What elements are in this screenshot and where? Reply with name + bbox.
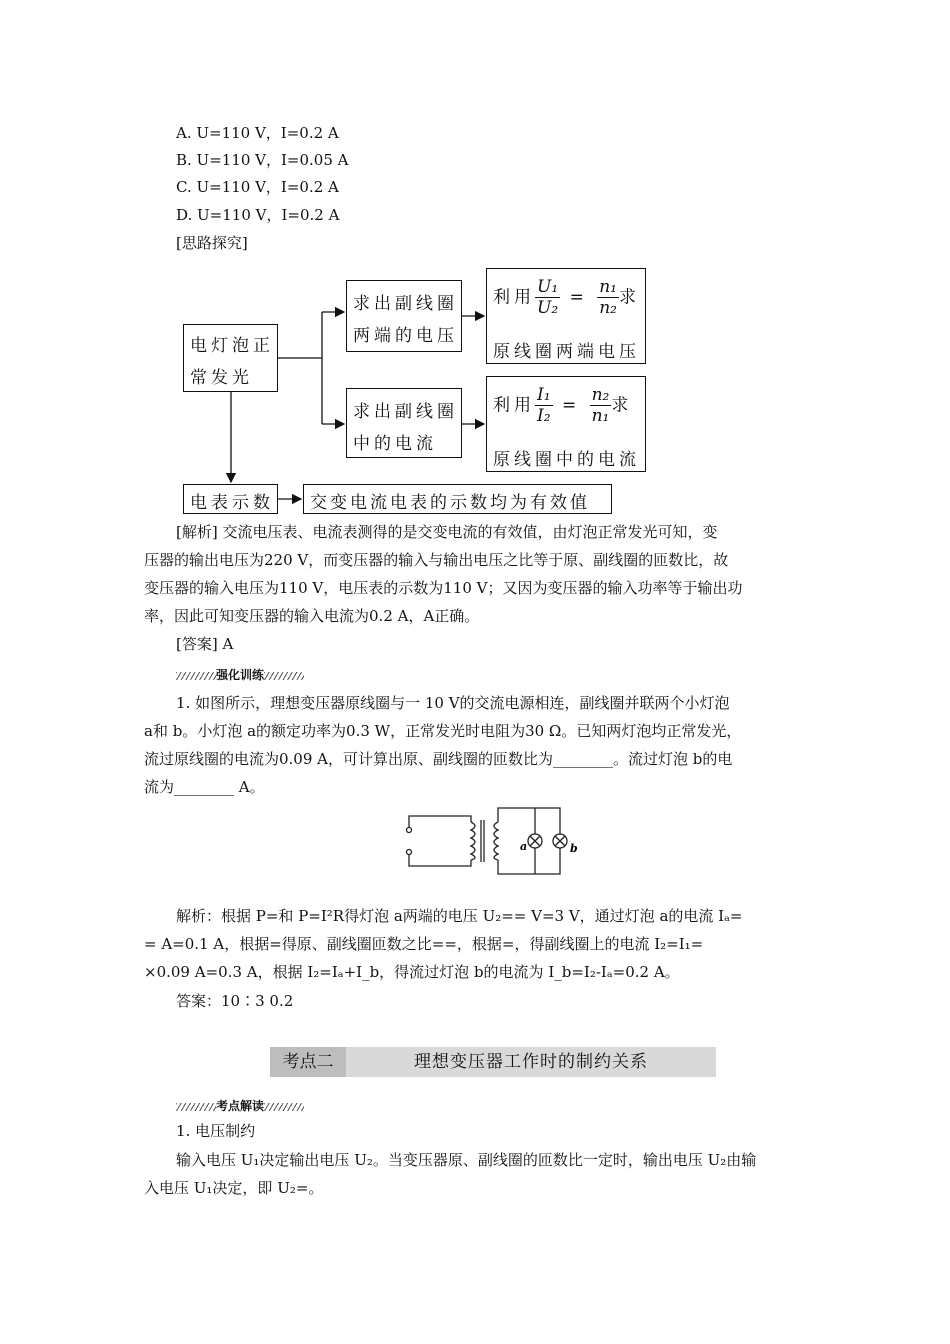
terminal-top [407, 828, 412, 833]
voltage-text-line-1: 输入电压 U₁决定输出电压 U₂。当变压器原、副线圈的匝数比一定时，输出电压 U₂由输 [176, 1151, 757, 1169]
hatch-left-decoration [176, 672, 216, 680]
interpretation-label: 考点解读 [216, 1099, 265, 1113]
flow-current-step-line1: 求出副线圈 [353, 402, 458, 422]
flow-current-eq: = [561, 395, 581, 416]
option-c: C. U=110 V，I=0.2 A [176, 178, 339, 196]
flow-voltage-step-line1: 求出副线圈 [353, 294, 458, 314]
flow-start-line1: 电灯泡正 [190, 336, 274, 356]
flow-voltage-eq: = [569, 287, 588, 308]
flow-voltage-result-line2: 原线圈两端电压 [493, 342, 640, 362]
analysis-line-1: [解析] 交流电压表、电流表测得的是交变电流的有效值，由灯泡正常发光可知，变 [176, 523, 718, 541]
problem-line-2: a和 b。小灯泡 a的额定功率为0.3 W，正常发光时电阻为30 Ω。已知两灯泡均正常发光， [144, 722, 742, 740]
flow-voltage-suffix: 求 [618, 287, 640, 308]
solution-line-3: ×0.09 A=0.3 A，根据 I₂=Iₐ+I_b，得流过灯泡 b的电流为 I_b=I₂-Iₐ=0.2 A。 [144, 963, 680, 981]
voltage-text-line-2: 入电压 U₁决定，即 U₂=。 [144, 1179, 324, 1197]
lamp-b-label: b [570, 842, 578, 855]
analysis-line-2: 压器的输出电压为220 V，而变压器的输入与输出电压之比等于原、副线圈的匝数比，故 [144, 551, 729, 569]
hatch-left-decoration-2 [176, 1103, 216, 1111]
lamp-a-label: a [520, 840, 528, 853]
flow-current-suffix: 求 [611, 395, 633, 416]
flow-meter-result: 交变电流电表的示数均为有效值 [310, 493, 590, 513]
primary-coil [471, 822, 475, 860]
analysis-line-4: 率，因此可知变压器的输入电流为0.2 A，A正确。 [144, 607, 480, 625]
interpretation-heading [176, 1097, 304, 1114]
option-d: D. U=110 V，I=0.2 A [176, 206, 340, 224]
option-b: B. U=110 V，I=0.05 A [176, 151, 349, 169]
flow-n2: n₂ [599, 298, 617, 318]
secondary-coil [494, 822, 498, 860]
section-number: 考点二 [270, 1047, 346, 1077]
solution-line-2: = A=0.1 A，根据=得原、副线圈匝数之比==，根据=，得副线圈上的电流 I₂=I₁= [144, 935, 704, 953]
answer-line: [答案] A [176, 635, 234, 653]
solution-line-1: 解析：根据 P=和 P=I²R得灯泡 a两端的电压 U₂== V=3 V，通过灯泡 a的电流 Iₐ= [176, 907, 743, 925]
training-label: 强化训练 [216, 668, 265, 682]
hatch-right-decoration-2 [264, 1103, 304, 1111]
flow-i2: I₂ [537, 406, 551, 426]
flow-cn1: n₁ [591, 406, 610, 426]
solution-answer: 答案：10∶3 0.2 [176, 992, 294, 1010]
voltage-heading: 1. 电压制约 [176, 1122, 256, 1140]
thinking-label: [思路探究] [176, 234, 248, 252]
problem-line-4: 流为________ A。 [144, 778, 265, 796]
flow-current-step-line2: 中的电流 [353, 434, 437, 454]
flow-i1: I₁ [537, 385, 551, 405]
flow-arrows [0, 0, 950, 600]
flow-u2: U₂ [537, 298, 559, 318]
analysis-line-3: 变压器的输入电压为110 V，电压表的示数为110 V；又因为变压器的输入功率等于输出功 [144, 579, 743, 597]
section-title: 理想变压器工作时的制约关系 [414, 1052, 648, 1072]
terminal-bottom [407, 850, 412, 855]
flow-meter-label: 电表示数 [190, 493, 274, 513]
flow-voltage-step-line2: 两端的电压 [353, 326, 458, 346]
option-a: A. U=110 V，I=0.2 A [176, 124, 339, 142]
flow-cn2: n₂ [591, 385, 610, 405]
training-heading [176, 666, 304, 683]
circuit-diagram [400, 806, 590, 876]
hatch-right-decoration [264, 672, 304, 680]
problem-line-3: 流过原线圈的电流为0.09 A，可计算出原、副线圈的匝数比为________。流过灯泡 b的电 [144, 750, 733, 768]
flow-current-prefix: 利用 [493, 395, 535, 416]
problem-line-1: 1. 如图所示，理想变压器原线圈与一 10 V的交流电源相连，副线圈并联两个小灯泡 [176, 694, 730, 712]
flow-start-line2: 常发光 [190, 368, 253, 388]
flow-u1: U₁ [537, 277, 559, 297]
flow-current-result-line2: 原线圈中的电流 [493, 450, 640, 470]
flow-n1: n₁ [599, 277, 617, 297]
flow-voltage-prefix: 利用 [493, 287, 535, 308]
